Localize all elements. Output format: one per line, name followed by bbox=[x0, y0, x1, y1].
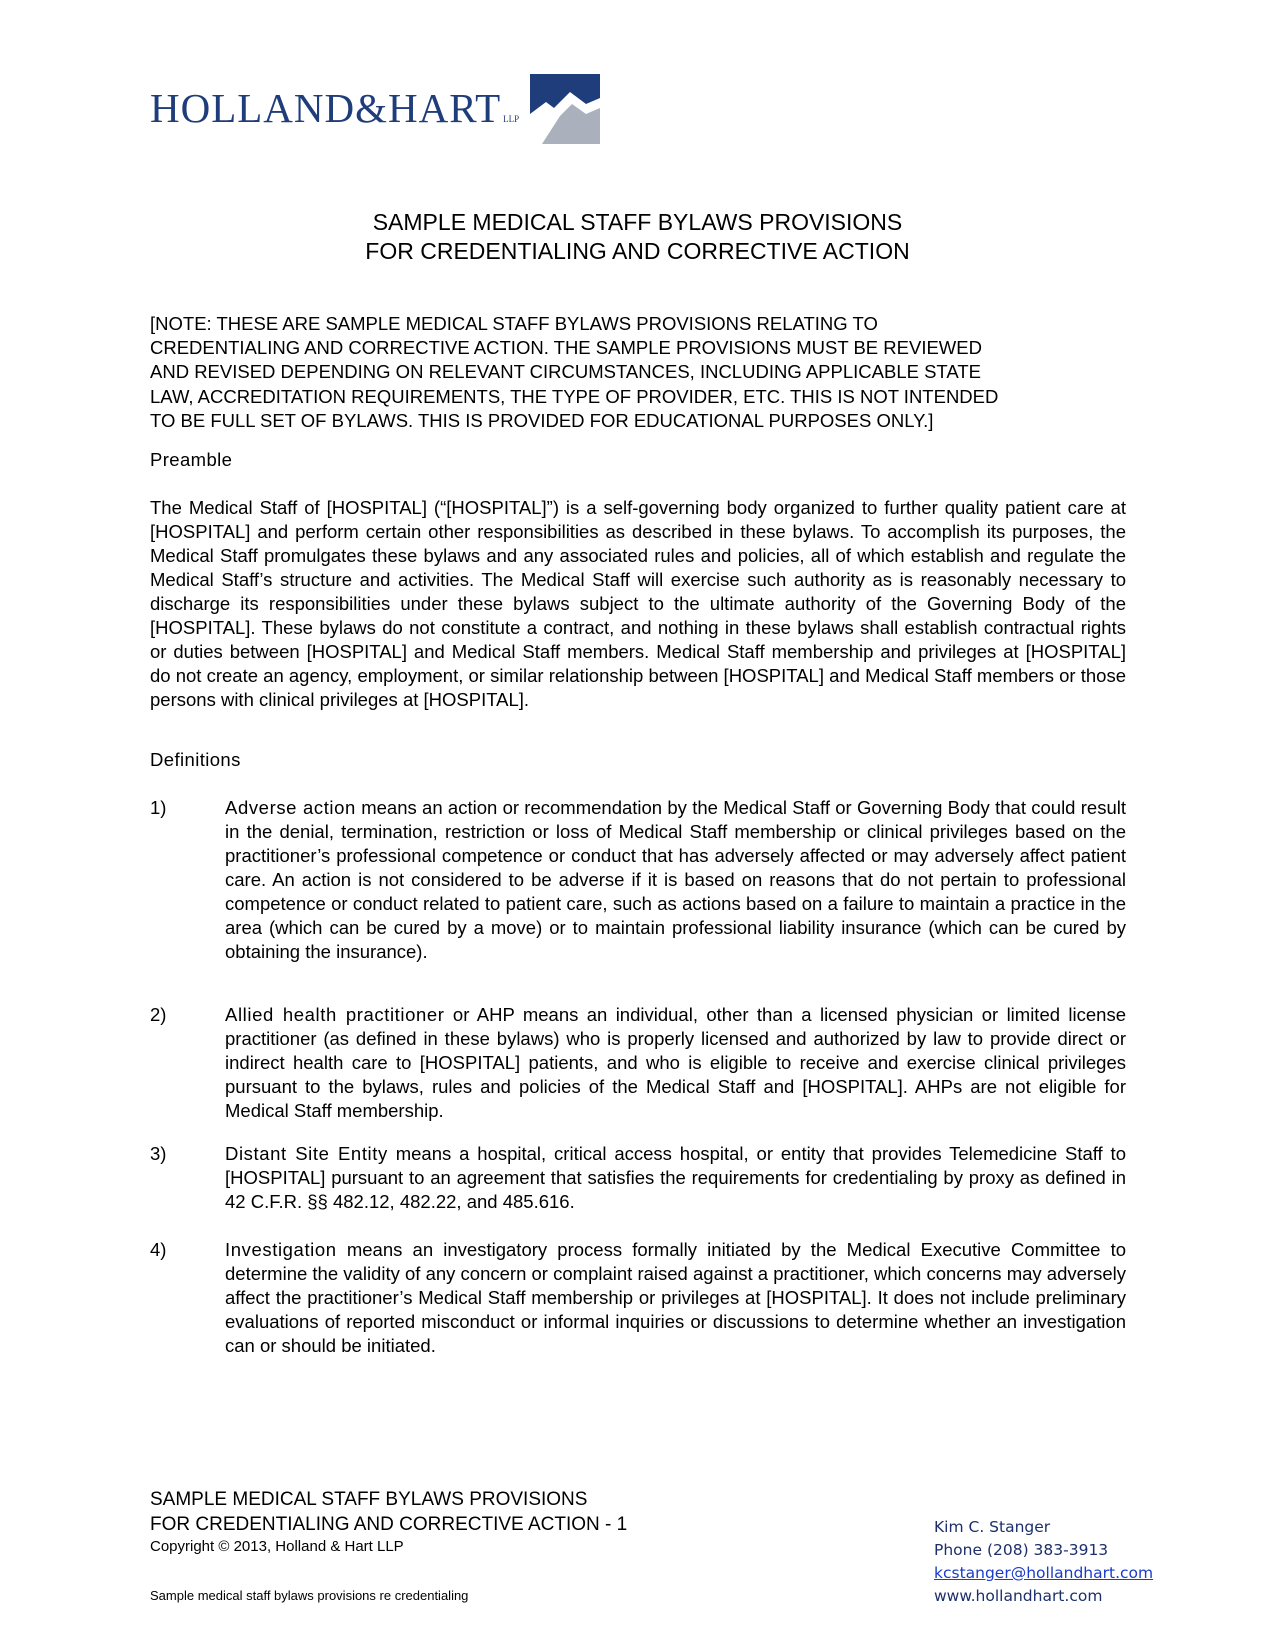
definition-number: 2) bbox=[150, 1004, 167, 1025]
footer-copyright: Copyright © 2013, Holland & Hart LLP bbox=[150, 1538, 404, 1555]
definition-term: Adverse action bbox=[225, 797, 356, 818]
note-line: TO BE FULL SET OF BYLAWS. THIS IS PROVIDED FOR EDUCATIONAL PURPOSES ONLY.] bbox=[150, 409, 934, 431]
note-line: AND REVISED DEPENDING ON RELEVANT CIRCUMSTANCES, INCLUDING APPLICABLE STATE bbox=[150, 361, 981, 383]
definition-text: means an action or recommendation by the Medical Staff or Governing Body that could result in the denial, termination, restriction or loss of Medical Staff membership or clinical privileges based on the practitioner’s professional competence or conduct that has adversely affected or may adversely affect patient care. An action is not considered to be adverse if it is based on reasons that do not pertain to professional competence or conduct related to patient care, such as actions based on a failure to maintain a practice in the area (which can be cured by a move) or to maintain professional liability insurance (which can be cured by obtaining the insurance). bbox=[225, 797, 1127, 962]
contact-website-link[interactable]: www.hollandhart.com bbox=[934, 1587, 1103, 1605]
definition-number: 3) bbox=[150, 1143, 167, 1164]
page-footer bbox=[150, 1487, 627, 1557]
definition-number: 4) bbox=[150, 1239, 167, 1260]
contact-name: Kim C. Stanger bbox=[934, 1518, 1051, 1536]
definition-item bbox=[150, 796, 1126, 964]
preamble-heading: Preamble bbox=[150, 449, 233, 470]
title-line-2: FOR CREDENTIALING AND CORRECTIVE ACTION bbox=[365, 238, 910, 264]
definition-term: Allied health practitioner bbox=[225, 1004, 445, 1025]
document-title bbox=[0, 208, 1275, 266]
logo-wordmark bbox=[150, 84, 519, 132]
definition-text: or AHP means an individual, other than a licensed physician or limited license practitioner (as defined in these bylaws) who is properly licensed and authorized by law to provide direct or indirect health care to [HOSPITAL] patients, and who is eligible to receive and exercise clinical privileges pursuant to the bylaws, rules and policies of the Medical Staff and [HOSPITAL]. AHPs are not eligible for Medical Staff membership. bbox=[225, 1004, 1126, 1121]
title-line-1: SAMPLE MEDICAL STAFF BYLAWS PROVISIONS bbox=[372, 209, 903, 235]
footer-doc-description: Sample medical staff bylaws provisions re credentialing bbox=[150, 1588, 469, 1603]
logo-llp: LLP bbox=[503, 114, 520, 124]
company-logo bbox=[150, 74, 610, 144]
definition-term: Investigation bbox=[225, 1239, 337, 1260]
disclaimer-note bbox=[150, 312, 1126, 433]
definition-number: 1) bbox=[150, 797, 167, 818]
definition-item bbox=[150, 1238, 1126, 1358]
note-line: [NOTE: THESE ARE SAMPLE MEDICAL STAFF BYLAWS PROVISIONS RELATING TO bbox=[150, 313, 878, 334]
definition-term: Distant Site Entity bbox=[225, 1143, 388, 1164]
definition-item bbox=[150, 1003, 1126, 1123]
definition-item bbox=[150, 1142, 1126, 1214]
mountain-logo-icon bbox=[530, 74, 600, 144]
footer-title-line-1: SAMPLE MEDICAL STAFF BYLAWS PROVISIONS bbox=[150, 1489, 588, 1510]
definition-text: means a hospital, critical access hospital, or entity that provides Telemedicine Staff to [HOSPITAL] pursuant to an agreement that satisfies the requirements for credentialing by proxy as defined in 42 C.F.R. §§ 482.12, 482.22, and 485.616. bbox=[225, 1143, 1126, 1212]
contact-email-link[interactable]: kcstanger@hollandhart.com bbox=[934, 1564, 1154, 1582]
note-line: CREDENTIALING AND CORRECTIVE ACTION. THE SAMPLE PROVISIONS MUST BE REVIEWED bbox=[150, 337, 982, 359]
contact-phone: Phone (208) 383-3913 bbox=[934, 1541, 1109, 1559]
contact-block bbox=[934, 1516, 1153, 1608]
footer-title-line-2: FOR CREDENTIALING AND CORRECTIVE ACTION - 1 bbox=[150, 1514, 628, 1535]
definitions-heading: Definitions bbox=[150, 749, 241, 770]
preamble-paragraph: The Medical Staff of [HOSPITAL] (“[HOSPITAL]”) is a self-governing body organized to further quality patient care at [HOSPITAL] and perform certain other responsibilities as described in these bylaws. To accomplish its purposes, the Medical Staff promulgates these bylaws and any associated rules and policies, all of which establish and regulate the Medical Staff’s structure and activities. The Medical Staff will exercise such authority as is reasonably necessary to discharge its responsibilities under these bylaws subject to the ultimate authority of the Governing Body of the [HOSPITAL]. These bylaws do not constitute a contract, and nothing in these bylaws shall establish contractual rights or duties between [HOSPITAL] and Medical Staff members. Medical Staff membership and privileges at [HOSPITAL] do not create an agency, employment, or similar relationship between [HOSPITAL] and Medical Staff members or those persons with clinical privileges at [HOSPITAL]. bbox=[150, 497, 1126, 710]
note-line: LAW, ACCREDITATION REQUIREMENTS, THE TYPE OF PROVIDER, ETC. THIS IS NOT INTENDED bbox=[150, 385, 999, 407]
definition-text: means an investigatory process formally initiated by the Medical Executive Committee to determine the validity of any concern or complaint raised against a practitioner, which concerns may adversely affect the practitioner’s Medical Staff membership or privileges at [HOSPITAL]. It does not include preliminary evaluations of reported misconduct or informal inquiries or discussions to determine whether an investigation can or should be initiated. bbox=[225, 1239, 1126, 1356]
logo-text: HOLLAND&HART bbox=[150, 85, 502, 131]
